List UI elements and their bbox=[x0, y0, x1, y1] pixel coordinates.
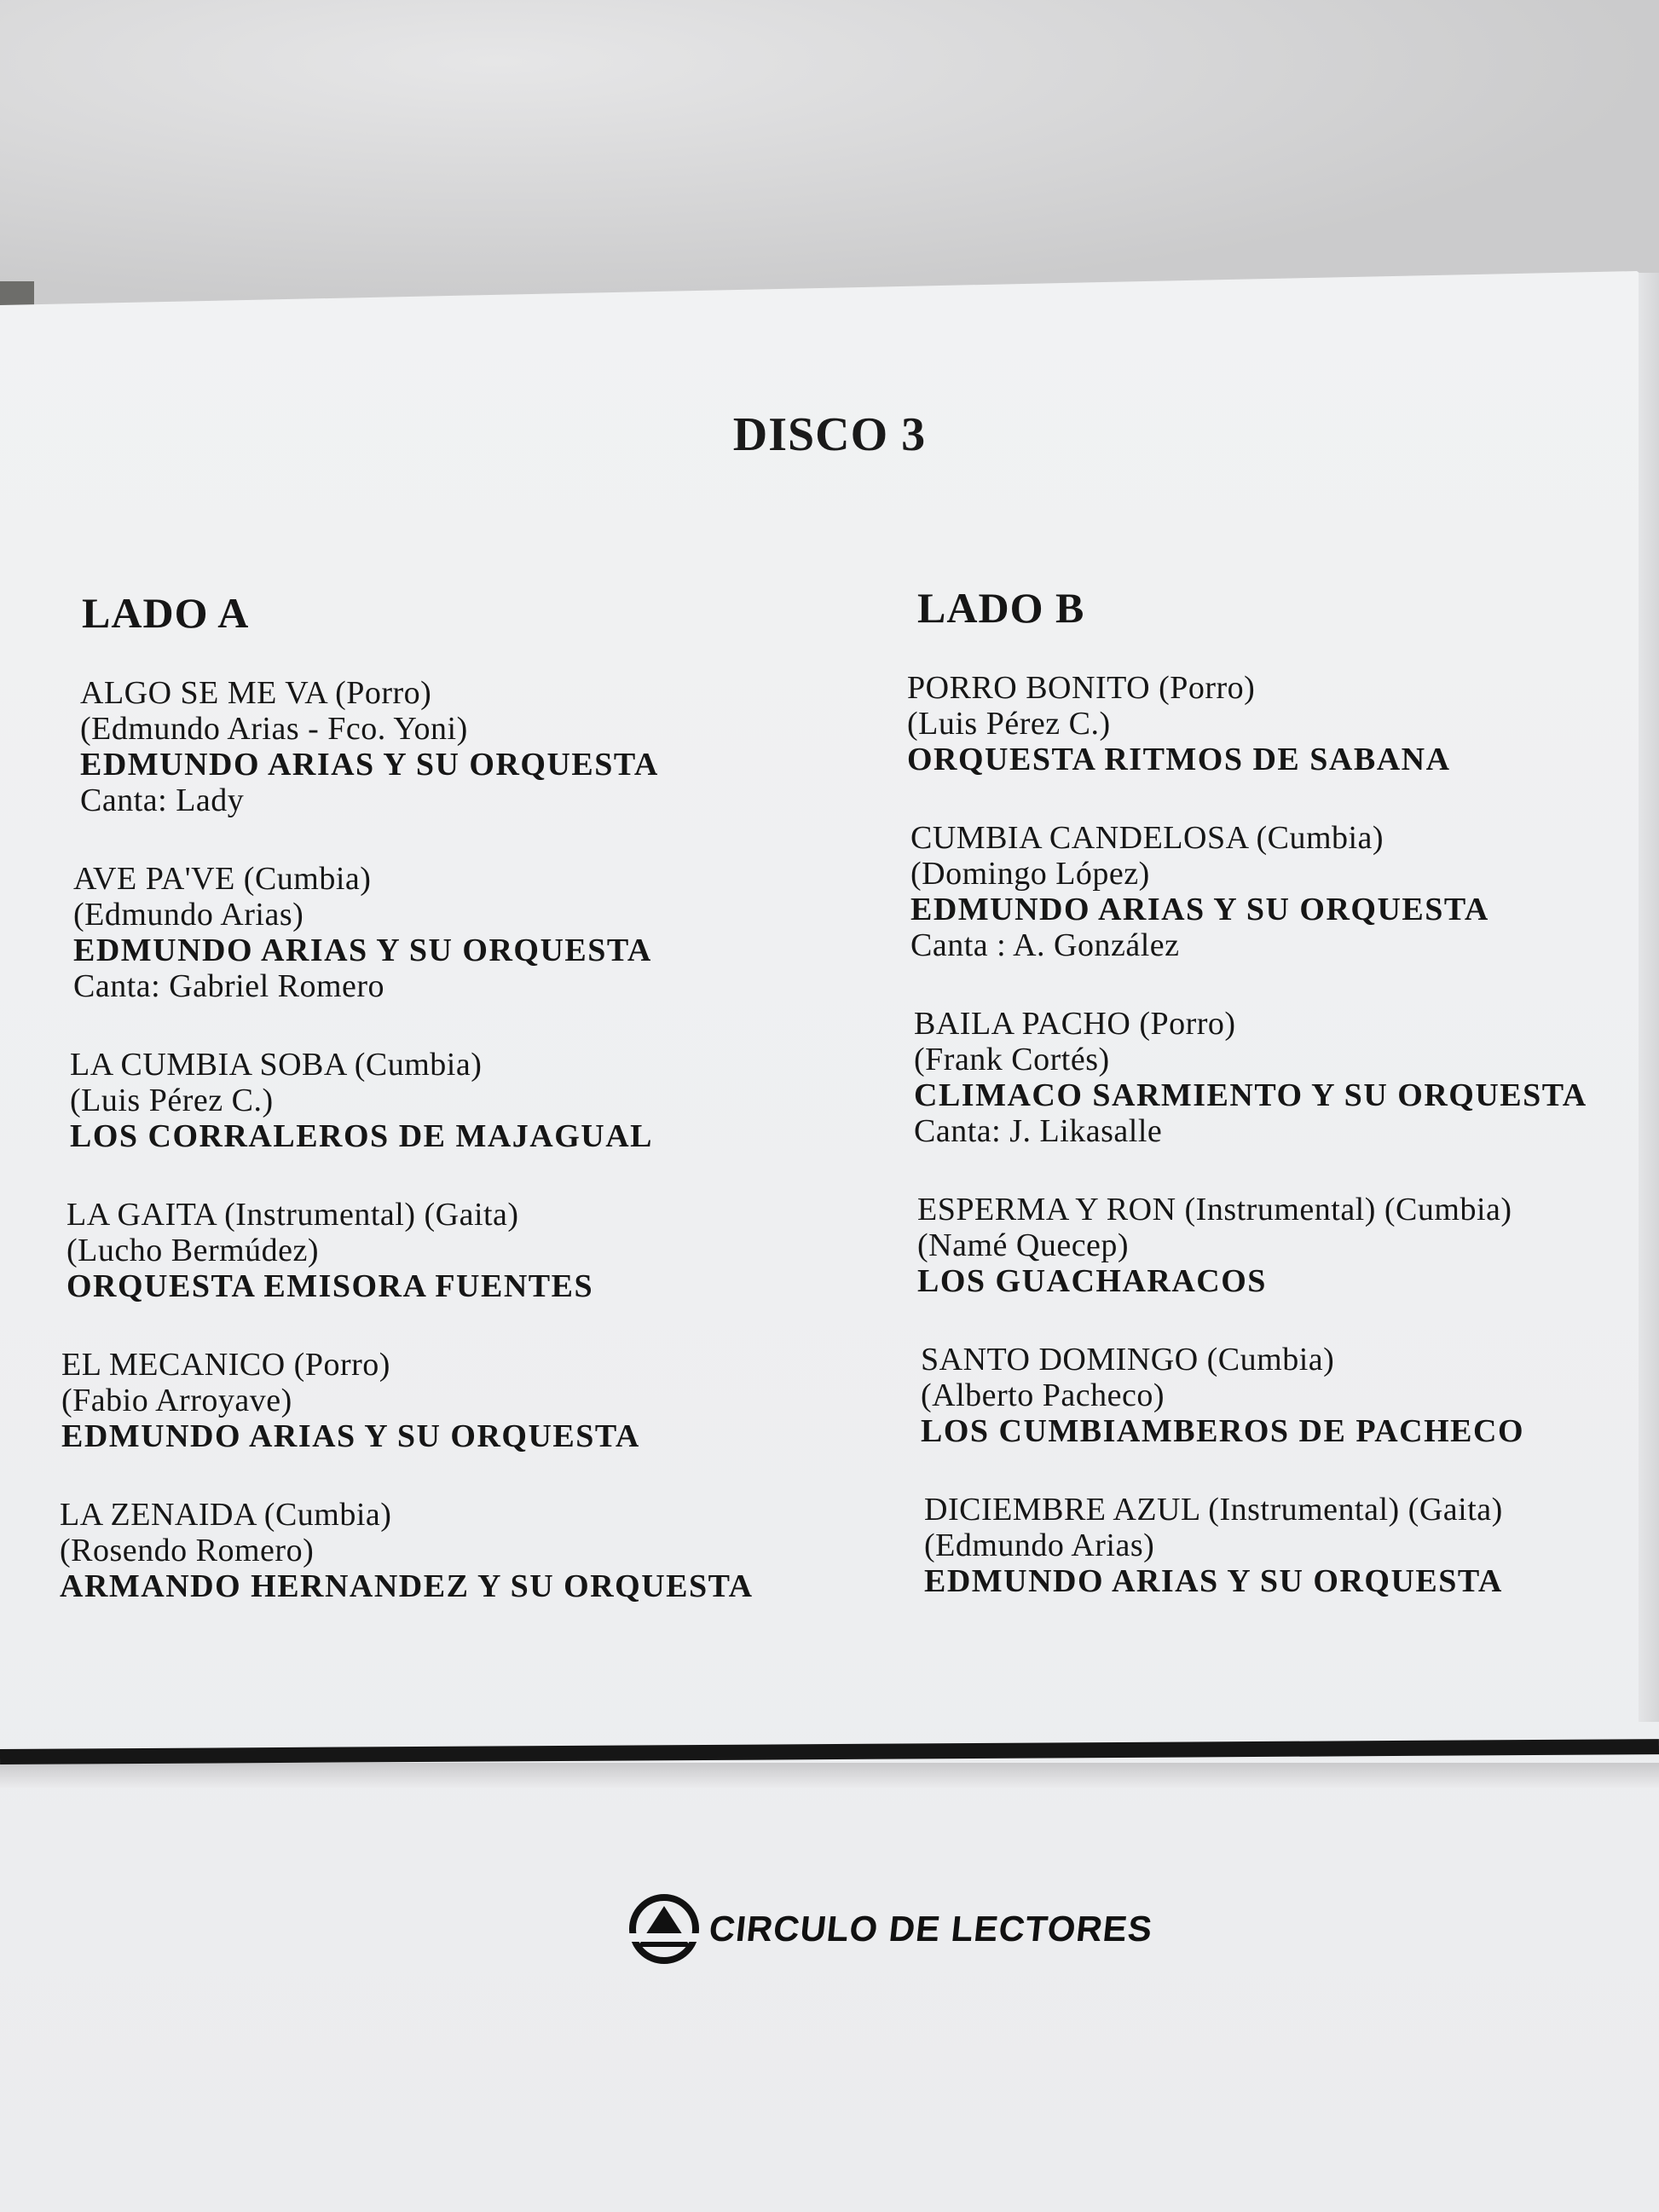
track-artist: EDMUNDO ARIAS Y SU ORQUESTA bbox=[924, 1563, 1503, 1599]
track-singer: Canta: Gabriel Romero bbox=[73, 968, 385, 1004]
track-artist: ARMANDO HERNANDEZ Y SU ORQUESTA bbox=[60, 1568, 754, 1604]
track-item bbox=[921, 1342, 1652, 1449]
track-item bbox=[66, 1197, 834, 1304]
track-title: LA ZENAIDA (Cumbia) bbox=[60, 1497, 392, 1533]
track-item bbox=[80, 675, 834, 818]
track-artist: ORQUESTA RITMOS DE SABANA bbox=[907, 742, 1451, 777]
track-item bbox=[60, 1497, 834, 1604]
track-artist: ORQUESTA EMISORA FUENTES bbox=[66, 1268, 594, 1304]
track-composer: (Namé Quecep) bbox=[917, 1227, 1130, 1263]
track-composer: (Rosendo Romero) bbox=[60, 1533, 315, 1568]
track-item bbox=[910, 820, 1652, 963]
track-artist: EDMUNDO ARIAS Y SU ORQUESTA bbox=[61, 1418, 640, 1454]
track-title: AVE PA'VE (Cumbia) bbox=[73, 861, 372, 897]
track-artist: LOS CORRALEROS DE MAJAGUAL bbox=[70, 1118, 654, 1154]
track-title: BAILA PACHO (Porro) bbox=[914, 1006, 1236, 1042]
track-item bbox=[914, 1006, 1652, 1149]
track-composer: (Luis Pérez C.) bbox=[70, 1083, 274, 1118]
track-composer: (Frank Cortés) bbox=[914, 1042, 1110, 1077]
track-title: ALGO SE ME VA (Porro) bbox=[80, 675, 432, 711]
track-composer: (Edmundo Arias) bbox=[73, 897, 304, 933]
publisher-logo bbox=[629, 1894, 1153, 1964]
track-item bbox=[61, 1347, 834, 1454]
track-title: EL MECANICO (Porro) bbox=[61, 1347, 390, 1383]
side-a-heading: LADO A bbox=[82, 589, 250, 637]
logo-text: CIRCULO DE LECTORES bbox=[707, 1909, 1155, 1949]
track-composer: (Luis Pérez C.) bbox=[907, 706, 1111, 742]
track-composer: (Fabio Arroyave) bbox=[61, 1383, 292, 1418]
side-a bbox=[60, 588, 834, 1647]
track-artist: EDMUNDO ARIAS Y SU ORQUESTA bbox=[73, 933, 652, 968]
track-composer: (Edmundo Arias - Fco. Yoni) bbox=[80, 711, 468, 747]
track-artist: EDMUNDO ARIAS Y SU ORQUESTA bbox=[80, 747, 659, 783]
track-item bbox=[73, 861, 834, 1004]
track-title: LA GAITA (Instrumental) (Gaita) bbox=[66, 1197, 519, 1233]
track-singer: Canta: Lady bbox=[80, 783, 245, 818]
track-title: CUMBIA CANDELOSA (Cumbia) bbox=[910, 820, 1384, 856]
track-artist: LOS CUMBIAMBEROS DE PACHECO bbox=[921, 1413, 1525, 1449]
track-composer: (Alberto Pacheco) bbox=[921, 1377, 1165, 1413]
track-title: DICIEMBRE AZUL (Instrumental) (Gaita) bbox=[924, 1492, 1503, 1528]
track-artist: CLIMACO SARMIENTO Y SU ORQUESTA bbox=[914, 1077, 1587, 1113]
background-surface bbox=[0, 0, 1659, 307]
track-singer: Canta : A. González bbox=[910, 927, 1180, 963]
track-composer: (Lucho Bermúdez) bbox=[66, 1233, 320, 1268]
disc-title: DISCO 3 bbox=[732, 408, 927, 461]
side-b bbox=[902, 583, 1652, 1642]
track-artist: LOS GUACHARACOS bbox=[917, 1263, 1267, 1299]
track-item bbox=[917, 1192, 1652, 1299]
track-composer: (Domingo López) bbox=[910, 856, 1150, 892]
divider-shadow bbox=[0, 1763, 1659, 1788]
track-title: PORRO BONITO (Porro) bbox=[907, 670, 1256, 706]
side-b-heading: LADO B bbox=[917, 584, 1085, 632]
circulo-de-lectores-logo-icon bbox=[629, 1894, 699, 1964]
track-singer: Canta: J. Likasalle bbox=[914, 1113, 1163, 1149]
track-item bbox=[907, 670, 1652, 777]
track-title: LA CUMBIA SOBA (Cumbia) bbox=[70, 1047, 483, 1083]
track-composer: (Edmundo Arias) bbox=[924, 1528, 1155, 1563]
track-item bbox=[70, 1047, 834, 1154]
track-item bbox=[924, 1492, 1652, 1599]
track-title: ESPERMA Y RON (Instrumental) (Cumbia) bbox=[917, 1192, 1512, 1227]
track-artist: EDMUNDO ARIAS Y SU ORQUESTA bbox=[910, 892, 1489, 927]
track-title: SANTO DOMINGO (Cumbia) bbox=[921, 1342, 1335, 1377]
